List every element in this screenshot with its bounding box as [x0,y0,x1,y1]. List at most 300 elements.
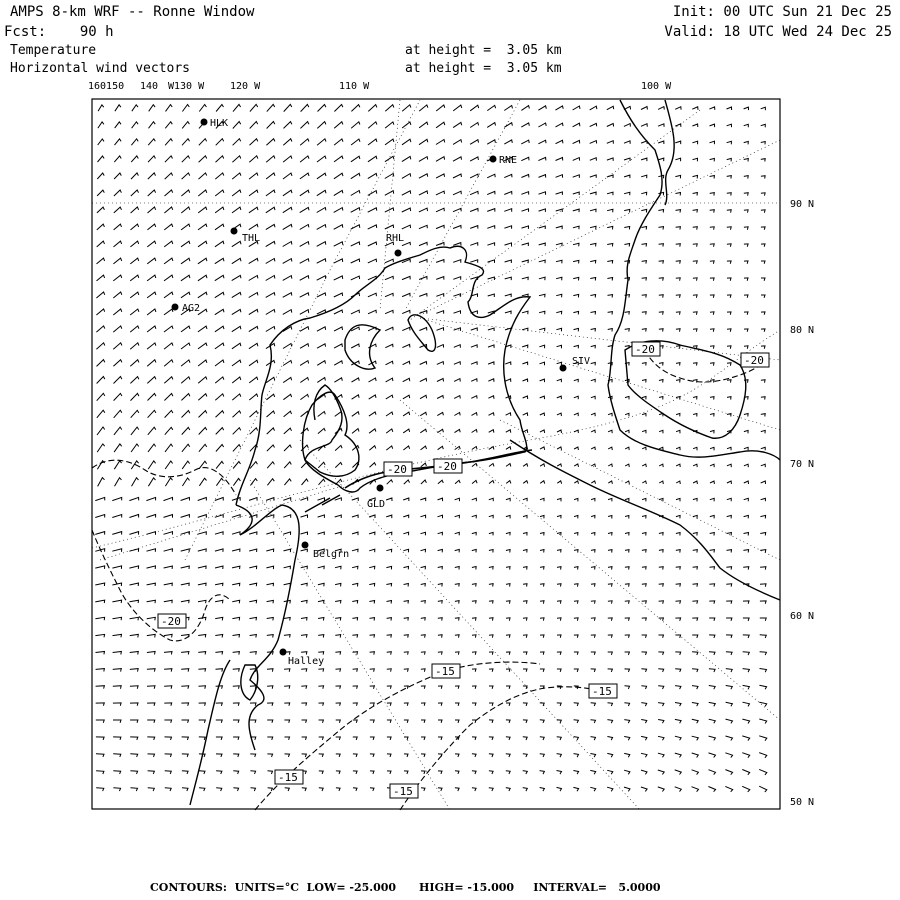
wind-barb [659,567,663,570]
wind-barb [267,583,274,586]
wind-barb [215,207,224,213]
wind-barb [676,312,680,315]
wind-barb [300,394,308,399]
wind-barb [164,394,173,401]
wind-barb [471,362,477,365]
wind-barb [470,260,477,263]
wind-barb [284,445,291,451]
wind-barb [506,532,510,535]
wind-barb [352,378,360,382]
wind-barb [402,139,411,145]
wind-barb [693,380,697,383]
wind-barb [760,652,767,655]
wind-barb [438,737,442,740]
wind-barb [96,788,104,791]
wind-barb [385,276,393,279]
wind-barb [506,447,511,450]
wind-barb [658,652,663,655]
wind-barb [727,464,731,467]
wind-barb [573,311,578,314]
wind-barb [114,190,122,196]
wind-barb [760,567,766,570]
wind-barb [591,669,596,672]
wind-barb [335,601,341,604]
contour-label [384,462,412,476]
wind-barb [574,754,579,758]
wind-barb [523,567,527,570]
wind-barb [130,754,137,757]
wind-barb [334,276,343,280]
wind-barb [725,753,732,758]
wind-barb [387,720,391,723]
wind-barb [556,243,562,246]
wind-barb [147,343,156,349]
wind-barb [727,380,731,383]
wind-barb [505,379,510,382]
wind-barb [147,566,156,569]
wind-barb [353,703,358,706]
wind-barb [249,600,256,603]
wind-barb [198,498,207,501]
wind-barb [659,601,664,604]
wind-barb [455,720,459,723]
wind-barb [419,277,427,280]
wind-barb [336,686,341,689]
wind-barb [216,478,223,485]
wind-barb [419,191,428,195]
wind-barb [557,447,561,450]
wind-barb [419,294,427,297]
wind-barb [232,275,241,280]
wind-barb [759,753,767,758]
wind-barb [387,652,392,655]
wind-barb [267,754,272,757]
wind-barb [385,105,394,112]
wind-barb [642,380,646,383]
wind-barb [506,584,510,587]
wind-barb [642,295,647,298]
wind-barb [386,412,393,416]
wind-barb [114,207,122,213]
wind-barb [506,754,510,757]
wind-vector-field [95,104,767,792]
wind-barb [317,293,326,297]
contour-label [589,684,617,698]
wind-barb [284,549,291,552]
wind-barb [97,224,105,230]
wind-barb [608,567,612,570]
meridian-line [250,480,450,810]
wind-barb [557,618,561,621]
wind-barb [556,294,562,297]
wind-barb [319,720,324,723]
wind-barb [249,326,258,331]
wind-barb [642,601,647,604]
wind-barb [130,360,139,367]
wind-barb [233,478,240,485]
wind-barb [334,122,343,129]
wind-barb [319,703,324,706]
wind-barb [181,652,189,655]
wind-barb [181,515,190,518]
wind-barb [353,771,357,774]
units-label: UNITS=°C [234,881,299,894]
wind-barb [146,515,155,518]
wind-barb [523,379,528,382]
wind-barb [385,174,394,179]
wind-barb [591,720,596,723]
wind-barb [540,737,544,740]
wind-barb [557,515,561,518]
svg-text:-20: -20 [437,460,457,473]
wind-barb [387,754,391,757]
svg-text:80 N: 80 N [790,325,815,336]
wind-barb [659,329,663,332]
wind-barb [198,360,207,366]
wind-barb [625,601,629,604]
wind-barb [607,720,612,724]
wind-barb [591,635,595,638]
wind-barb [97,377,105,384]
wind-barb [267,445,275,451]
wind-barb [266,241,275,246]
wind-barb [506,601,510,604]
init-time: Init: 00 UTC Sun 21 Dec 25 [672,4,892,20]
wind-barb [743,601,749,604]
wind-barb [727,158,732,161]
wind-barb [436,208,444,212]
wind-barb [539,328,545,331]
wind-barb [453,243,461,246]
wind-barb [591,396,595,399]
wind-barb [744,278,748,281]
wind-barb [710,329,714,332]
wind-barb [317,242,326,247]
wind-barb [590,295,595,298]
wind-barb [421,532,426,535]
wind-barb [540,464,545,467]
wind-barb [744,447,748,450]
wind-barb [284,411,292,417]
wind-barb [404,584,409,587]
wind-barb [641,124,647,127]
wind-barb [95,532,104,535]
wind-barb [438,652,442,655]
wind-barb [130,343,139,349]
wind-barb [130,275,139,281]
wind-barb [146,497,155,500]
wind-barb [471,379,477,382]
wind-barb [370,754,374,757]
wind-barb [438,771,442,774]
svg-text:50 N: 50 N [790,797,815,808]
wind-barb [115,478,122,487]
wind-barb [351,225,360,229]
wind-barb [404,480,410,484]
wind-barb [658,686,664,689]
wind-barb [317,344,326,348]
wind-barb [436,277,444,280]
wind-barb [199,444,207,451]
wind-barb [402,191,411,195]
wind-barb [591,515,595,518]
wind-barb [744,141,749,144]
wind-barb [198,275,207,281]
wind-barb [759,719,766,724]
wind-barb [523,396,528,399]
wind-barb [165,771,172,774]
wind-barb [181,583,189,586]
wind-barb [726,567,731,570]
wind-barb [693,295,697,298]
wind-barb [216,754,222,757]
wind-barb [538,140,546,144]
wind-barb [557,481,561,484]
wind-barb [182,720,189,723]
wind-barb [727,533,732,536]
wind-barb [232,566,240,569]
wind-barb [232,617,239,620]
wind-barb [216,720,222,723]
wind-barb [113,652,122,655]
wind-barb [216,788,222,791]
wind-barb [573,260,579,263]
wind-barb [455,601,459,604]
wind-barb [659,295,663,298]
wind-barb [470,140,478,145]
wind-barb [727,414,731,417]
wind-barb [387,737,391,740]
wind-barb [540,396,545,399]
wind-barb [692,635,698,638]
wind-barb [113,720,121,723]
wind-barb [198,343,207,349]
wind-barb [523,635,527,638]
wind-barb [438,515,443,518]
wind-barb [402,105,411,111]
wind-barb [148,173,156,179]
wind-barb [523,737,527,740]
wind-barb [641,158,647,161]
wind-barb [335,618,341,621]
wind-barb [300,190,309,196]
wind-barb [761,261,765,264]
wind-barb [659,244,664,247]
wind-barb [215,173,224,179]
wind-barb [283,139,292,146]
wind-barb [742,753,749,758]
wind-barb [727,550,732,553]
wind-barb [386,584,391,587]
wind-barb [198,583,206,586]
wind-barb [216,411,224,418]
wind-barb [438,446,444,449]
wind-barb [453,208,461,211]
wind-barb [591,703,596,706]
wind-barb [540,550,544,553]
wind-barb [540,720,544,723]
wind-barb [266,327,275,332]
wind-barb [267,411,275,417]
wind-barb [216,445,224,452]
wind-barb [387,601,392,604]
wind-barb [352,498,359,501]
wind-barb [658,210,663,213]
wind-barb [742,736,749,741]
wind-barb [591,362,596,365]
wind-barb [334,190,343,195]
wind-barb [198,549,206,552]
wind-barb [250,771,255,774]
wind-barb [148,394,156,401]
wind-barb [334,344,342,348]
wind-barb [540,413,545,416]
wind-barb [693,227,698,230]
wind-barb [199,156,207,162]
station-belgrn [302,542,350,561]
wind-barb [267,635,273,638]
wind-barb [97,190,104,196]
wind-barb [419,328,426,331]
wind-barb [147,686,155,689]
wind-barb [421,635,425,638]
graticule [92,100,780,810]
wind-barb [522,277,528,280]
wind-barb [488,379,494,382]
wind-barb [540,362,545,365]
wind-barb [489,737,493,740]
wind-barb [404,566,409,569]
wind-barb [744,227,748,230]
wind-barb [317,139,326,145]
wind-barb [199,737,205,740]
latitude-line-80 [92,330,780,548]
wind-barb [693,464,697,467]
wind-barb [114,224,122,230]
wind-barb [675,652,680,655]
wind-barb [744,210,748,213]
wind-barb [472,567,476,570]
wind-barb [370,788,374,791]
wind-barb [761,142,765,145]
wind-barb [335,635,340,638]
wind-barb [472,788,476,791]
wind-barb [233,445,241,452]
wind-barb [658,703,664,707]
wind-barb [557,652,561,655]
wind-barb [147,617,156,620]
wind-barb [725,770,732,775]
wind-barb [283,293,292,298]
wind-barb [336,737,341,740]
wind-barb [353,720,357,723]
wind-barb [590,787,595,791]
wind-barb [232,326,241,331]
contour-label [158,614,186,628]
wind-barb [761,430,765,433]
wind-barb [182,444,190,452]
wind-barb [181,343,190,349]
wind-barb [761,481,766,484]
wind-barb [164,326,173,332]
wind-barb [385,310,393,313]
wind-barb [608,652,613,655]
wind-barb [761,498,766,501]
wind-barb [438,635,442,638]
wind-barb [641,175,647,178]
wind-barb [421,686,425,689]
wind-barb [353,669,358,672]
wind-barb [455,429,461,432]
wind-barb [420,515,425,518]
wind-barb [505,260,512,263]
wind-barb [675,107,681,110]
wind-barb [368,173,377,178]
wind-barb [284,122,292,129]
wind-barb [335,532,341,535]
wind-barb [676,567,681,570]
wind-barb [96,326,104,332]
wind-barb [489,618,493,621]
wind-barb [199,788,205,791]
wind-barb [472,669,476,672]
wind-barb [489,532,493,535]
wind-barb [471,328,478,331]
wind-barb [317,173,326,179]
wind-barb [641,669,646,672]
wind-barb [506,669,510,672]
wind-barb [96,686,105,689]
wind-barb [386,361,394,365]
wind-barb [540,584,544,587]
wind-barb [591,430,595,433]
wind-barb [112,600,121,603]
wind-barb [504,123,512,128]
wind-barb [233,788,238,791]
wind-barb [284,104,292,111]
wind-barb [693,498,697,501]
wind-barb [472,618,476,621]
wind-barb [419,139,428,144]
wind-barb [232,173,241,179]
wind-barb [659,584,664,587]
wind-barb [472,480,477,483]
wind-barb [97,275,105,281]
wind-barb [709,770,716,775]
wind-barb [232,532,240,535]
wind-barb [438,480,443,484]
wind-barb [489,703,493,706]
wind-barb [436,105,445,111]
wind-barb [233,669,240,672]
wind-barb [216,156,224,162]
wind-barb [164,686,172,689]
wind-barb [506,413,511,416]
svg-text:-15: -15 [393,785,413,798]
wind-barb [760,533,765,536]
wind-barb [472,430,478,433]
wind-barb [591,533,595,536]
wind-barb [488,362,494,365]
wind-barb [727,329,731,332]
wind-barb [523,481,528,484]
wind-barb [352,515,358,518]
wind-barb [489,771,493,774]
wind-barb [556,328,561,331]
wind-barb [165,156,173,162]
wind-barb [557,533,561,536]
wind-barb [132,105,138,111]
